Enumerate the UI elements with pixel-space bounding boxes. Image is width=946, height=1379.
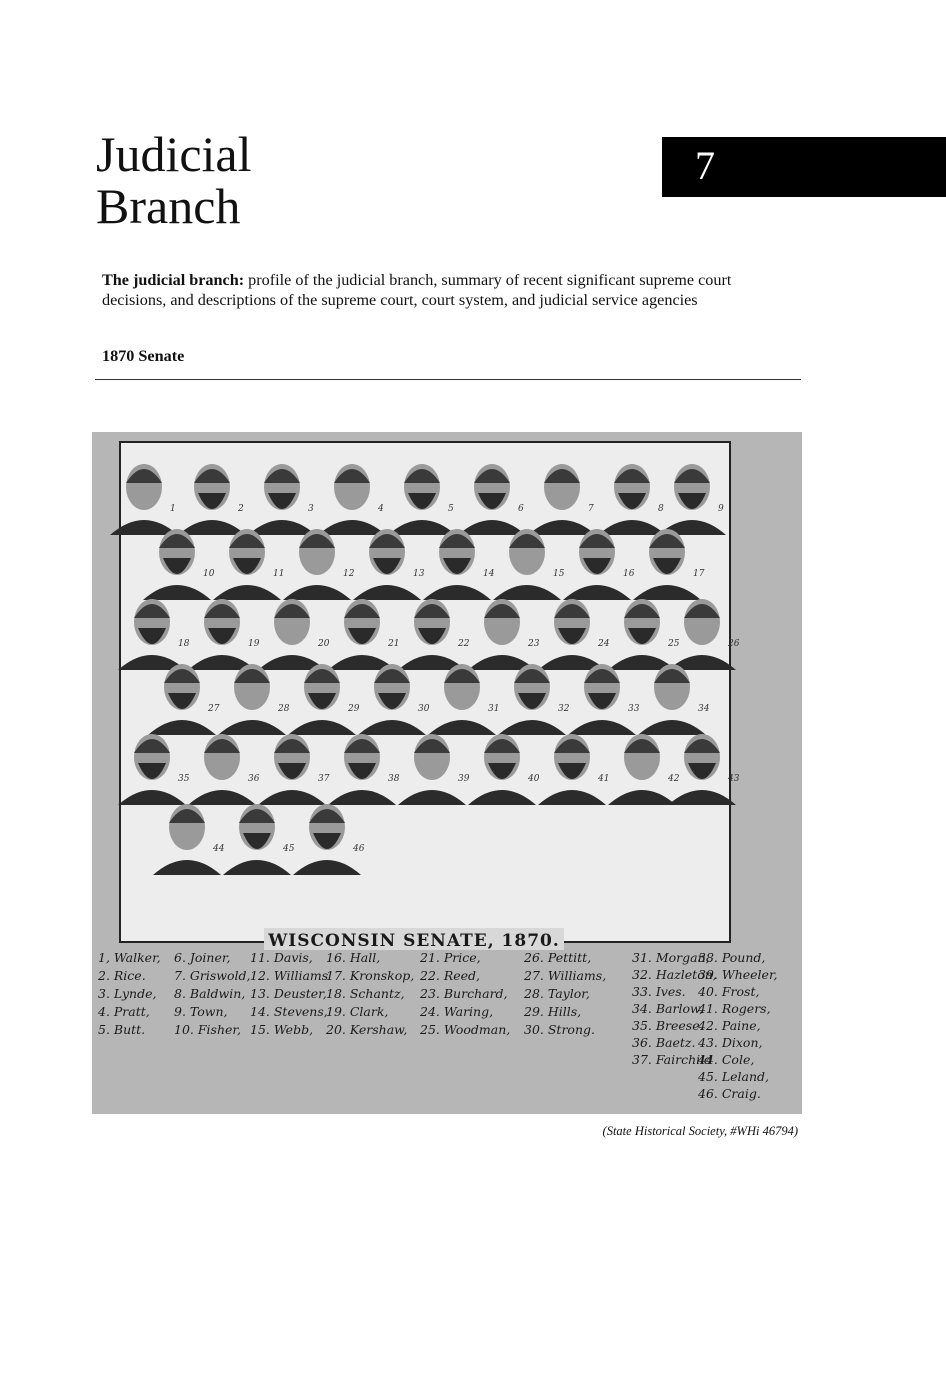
photo-print-area — [120, 442, 730, 942]
key-entry: 42. Paine, — [698, 1018, 761, 1033]
portrait-number: 4 — [378, 504, 384, 514]
key-entry: 39. Wheeler, — [698, 967, 778, 982]
portrait-number: 20 — [318, 639, 330, 649]
portrait-number: 22 — [458, 639, 470, 649]
key-entry: 17. Kronskop, — [326, 968, 415, 983]
portrait-number: 46 — [353, 844, 365, 854]
divider-rule — [95, 379, 801, 380]
summary-lead: The judicial branch: — [102, 271, 245, 289]
key-entry: 23. Burchard, — [420, 986, 508, 1001]
key-entry: 25. Woodman, — [420, 1022, 511, 1037]
portrait-number: 6 — [518, 504, 524, 514]
portrait-number: 3 — [308, 504, 314, 514]
photo-caption: (State Historical Society, #WHi 46794) — [602, 1124, 798, 1138]
portrait-number: 16 — [623, 569, 635, 579]
portrait-number: 45 — [283, 844, 295, 854]
portrait-number: 21 — [388, 639, 400, 649]
photo-banner: WISCONSIN SENATE, 1870. — [268, 931, 560, 951]
portrait-number: 35 — [178, 774, 190, 784]
key-entry: 13. Deuster, — [250, 986, 327, 1001]
portrait-number: 38 — [388, 774, 400, 784]
key-entry: 28. Taylor, — [524, 986, 590, 1001]
key-entry: 34. Barlow, — [632, 1001, 704, 1016]
portrait-number: 40 — [528, 774, 540, 784]
portrait-number: 43 — [728, 774, 740, 784]
key-entry: 5. Butt. — [98, 1022, 146, 1037]
chapter-title-line-2: Branch — [96, 178, 241, 234]
portrait-number: 27 — [208, 704, 220, 714]
portrait-number: 36 — [248, 774, 260, 784]
key-entry: 44. Cole, — [698, 1052, 755, 1067]
key-entry: 27. Williams, — [524, 968, 607, 983]
portrait-number: 19 — [248, 639, 260, 649]
key-entry: 41. Rogers, — [698, 1001, 771, 1016]
key-entry: 12. Williams — [250, 968, 329, 983]
portrait-number: 31 — [488, 704, 500, 714]
portrait-number: 28 — [278, 704, 290, 714]
portrait-number: 39 — [458, 774, 470, 784]
portrait-number: 15 — [553, 569, 565, 579]
portrait-number: 24 — [598, 639, 610, 649]
senate-composite-photo — [92, 432, 802, 1114]
key-entry: 22. Reed, — [420, 968, 481, 983]
portrait-number: 13 — [413, 569, 425, 579]
portrait-number: 18 — [178, 639, 190, 649]
key-entry: 15. Webb, — [250, 1022, 314, 1037]
key-entry: 20. Kershaw, — [326, 1022, 408, 1037]
portrait-number: 25 — [668, 639, 680, 649]
portrait-number: 23 — [528, 639, 540, 649]
key-entry: 9. Town, — [174, 1004, 228, 1019]
key-entry: 8. Baldwin, — [174, 986, 246, 1001]
chapter-title — [96, 128, 252, 232]
key-entry: 31. Morgan, — [632, 950, 710, 965]
key-entry: 1, Walker, — [98, 950, 161, 965]
key-entry: 37. Fairchild — [632, 1052, 713, 1067]
portrait-number: 37 — [318, 774, 330, 784]
key-entry: 10. Fisher, — [174, 1022, 241, 1037]
portrait-number: 41 — [598, 774, 610, 784]
portrait-number: 17 — [693, 569, 705, 579]
key-entry: 26. Pettitt, — [524, 950, 592, 965]
portrait-number: 2 — [238, 504, 244, 514]
portrait-number: 5 — [448, 504, 454, 514]
portrait-number: 10 — [203, 569, 215, 579]
section-label: 1870 Senate — [102, 347, 185, 365]
key-entry: 6. Joiner, — [174, 950, 231, 965]
portrait-number: 8 — [658, 504, 664, 514]
key-entry: 24. Waring, — [420, 1004, 494, 1019]
key-entry: 45. Leland, — [698, 1069, 770, 1084]
portrait-number: 14 — [483, 569, 495, 579]
portrait-number: 34 — [698, 704, 710, 714]
portrait-number: 44 — [213, 844, 225, 854]
key-entry: 43. Dixon, — [698, 1035, 763, 1050]
key-entry: 16. Hall, — [326, 950, 381, 965]
key-entry: 18. Schantz, — [326, 986, 405, 1001]
summary-text: profile of the judicial branch, summary of recent significant supreme court decisions, and descriptions of the supreme court, court system, and judicial service agencies — [102, 271, 732, 309]
key-entry: 30. Strong. — [524, 1022, 595, 1037]
portrait-number: 42 — [668, 774, 680, 784]
chapter-number: 7 — [695, 143, 715, 188]
key-entry: 40. Frost, — [698, 984, 760, 999]
portrait-number: 11 — [273, 569, 285, 579]
portrait-number: 26 — [728, 639, 740, 649]
portrait-number: 32 — [558, 704, 570, 714]
key-entry: 4. Pratt, — [98, 1004, 150, 1019]
key-entry: 3. Lynde, — [98, 986, 157, 1001]
chapter-number-tab — [662, 137, 946, 197]
key-entry: 29. Hills, — [524, 1004, 582, 1019]
chapter-title-line-1: Judicial — [96, 126, 252, 182]
portrait-number: 33 — [628, 704, 640, 714]
key-entry: 38. Pound, — [698, 950, 766, 965]
key-entry: 11. Davis, — [250, 950, 313, 965]
key-entry: 46. Craig. — [698, 1086, 761, 1101]
key-entry: 36. Baetz. — [632, 1035, 696, 1050]
portrait-number: 30 — [418, 704, 430, 714]
key-entry: 14. Stevens, — [250, 1004, 328, 1019]
key-entry: 21. Price, — [420, 950, 481, 965]
portrait-number: 1 — [170, 504, 176, 514]
key-entry: 19. Clark, — [326, 1004, 389, 1019]
key-entry: 35. Breese. — [632, 1018, 704, 1033]
key-entry: 7. Griswold, — [174, 968, 251, 983]
key-entry: 2. Rice. — [98, 968, 146, 983]
portrait-number: 12 — [343, 569, 355, 579]
portrait-number: 9 — [718, 504, 724, 514]
portrait-number: 7 — [588, 504, 594, 514]
portrait-number: 29 — [348, 704, 360, 714]
key-entry: 33. Ives. — [632, 984, 686, 999]
chapter-summary — [102, 270, 782, 310]
key-entry: 32. Hazleton, — [632, 967, 717, 982]
